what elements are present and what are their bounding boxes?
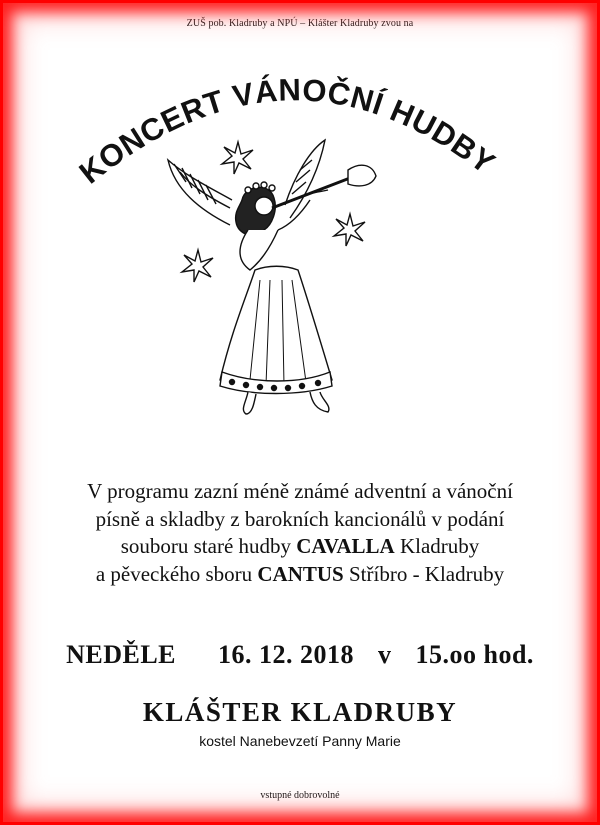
choir-cantus: CANTUS [257,561,344,586]
program-line-4 [0,561,600,589]
entry-fee: vstupné dobrovolné [260,790,340,801]
venue-name: KLÁŠTER KLADRUBY [142,697,458,727]
program-line-3 [0,533,600,561]
star-icon [222,142,253,174]
program-line-4-post: Stříbro - Kladruby [343,561,505,586]
event-date [0,640,600,670]
program-line-2: písně a skladby z barokních kancionálů v podání [95,506,505,531]
program-line-1: V programu zazní méně známé adventní a vánoční [87,479,513,503]
invite-line: ZUŠ pob. Kladruby a NPÚ – Klášter Kladruby zvou na [186,18,414,29]
program-line-3-post: Kladruby [394,534,480,558]
event-date-value: 16. 12. 2018 [218,640,354,669]
star-icon [334,214,365,246]
concert-title-text: KONCERT VÁNOČNÍ HUDBY [72,72,502,191]
ensemble-cavalla: CAVALLA [296,534,395,558]
church-name: kostel Nanebevzetí Panny Marie [199,733,401,749]
event-time: 15.oo hod. [415,640,534,669]
program-line-3-pre: souboru staré hudby [120,534,297,558]
program-line-4-pre: a pěveckého sboru [95,561,258,586]
event-date-conj: v [378,640,392,669]
star-icon [182,250,213,282]
angel-trumpet-illustration [160,130,400,430]
event-day: NEDĚLE [66,640,176,669]
program-text [0,478,600,588]
